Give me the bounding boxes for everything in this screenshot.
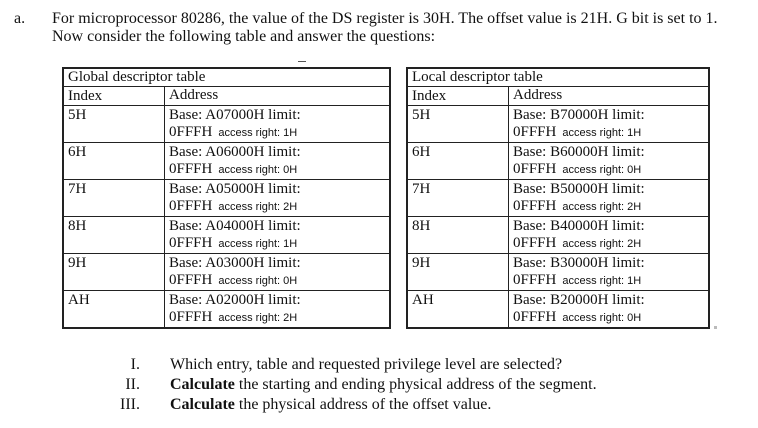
intro-line-2: Now consider the following table and answer the questions: <box>52 28 436 45</box>
question-number: III. <box>120 396 140 413</box>
table-row <box>407 143 709 180</box>
entry-index: 9H <box>407 254 509 291</box>
entry-limit: 0FFFH <box>513 309 557 325</box>
table-row <box>407 180 709 217</box>
question-number: I. <box>130 356 140 373</box>
entry-limit-line <box>513 161 704 179</box>
entry-address <box>509 291 710 329</box>
entry-access-right: access right: 1H <box>218 238 298 250</box>
local-descriptor-table <box>406 67 710 329</box>
entry-limit: 0FFFH <box>513 272 557 288</box>
entry-access-right: access right: 1H <box>562 127 642 139</box>
entry-base: Base: A06000H limit: <box>169 144 301 160</box>
entry-index: 5H <box>407 106 509 143</box>
entry-address <box>509 143 710 180</box>
column-header-index: Index <box>63 87 165 106</box>
entry-address <box>509 106 710 143</box>
entry-base: Base: B20000H limit: <box>513 292 645 308</box>
table-row <box>63 180 390 217</box>
entry-index: 8H <box>63 217 165 254</box>
entry-address <box>165 291 391 329</box>
entry-address <box>509 254 710 291</box>
question-body: Which entry, table and requested privilege level are selected? <box>170 356 563 373</box>
entry-limit: 0FFFH <box>169 272 213 288</box>
column-header-index: Index <box>407 87 509 106</box>
entry-limit-line <box>169 124 385 142</box>
entry-access-right: access right: 0H <box>218 275 298 287</box>
table-row <box>407 217 709 254</box>
table-caption: Global descriptor table <box>63 68 390 87</box>
question-marker: a. <box>14 10 26 27</box>
question-item <box>110 395 597 415</box>
entry-base: Base: A07000H limit: <box>169 107 301 123</box>
column-header-address: Address <box>165 87 391 106</box>
entry-index: 5H <box>63 106 165 143</box>
entry-address <box>165 254 391 291</box>
entry-access-right: access right: 2H <box>218 312 298 324</box>
entry-index: 6H <box>407 143 509 180</box>
column-header-address: Address <box>509 87 710 106</box>
entry-access-right: access right: 2H <box>562 201 642 213</box>
entry-base: Base: B60000H limit: <box>513 144 645 160</box>
entry-address <box>509 217 710 254</box>
entry-index: 6H <box>63 143 165 180</box>
entry-limit-line <box>513 198 704 216</box>
entry-limit: 0FFFH <box>169 124 213 140</box>
entry-access-right: access right: 1H <box>218 127 298 139</box>
entry-limit-line <box>169 235 385 253</box>
entry-index: 7H <box>63 180 165 217</box>
stray-mark <box>714 326 717 329</box>
entry-limit: 0FFFH <box>169 309 213 325</box>
entry-limit: 0FFFH <box>169 235 213 251</box>
question-item <box>110 375 597 395</box>
entry-limit: 0FFFH <box>169 198 213 214</box>
entry-base: Base: A02000H limit: <box>169 292 301 308</box>
entry-limit-line <box>513 235 704 253</box>
entry-access-right: access right: 2H <box>562 238 642 250</box>
entry-base: Base: B70000H limit: <box>513 107 645 123</box>
question-text <box>170 355 562 375</box>
question-body: the physical address of the offset value. <box>234 396 492 413</box>
entry-address <box>165 217 391 254</box>
global-descriptor-table <box>62 67 391 329</box>
entry-limit-line <box>513 124 704 142</box>
entry-base: Base: A03000H limit: <box>169 255 301 271</box>
entry-limit-line <box>513 309 704 327</box>
table-row <box>63 254 390 291</box>
entry-access-right: access right: 1H <box>562 275 642 287</box>
entry-access-right: access right: 0H <box>562 312 642 324</box>
question-number: II. <box>125 376 140 393</box>
entry-limit: 0FFFH <box>169 161 213 177</box>
entry-address <box>165 106 391 143</box>
question-item <box>110 355 597 375</box>
entry-base: Base: A05000H limit: <box>169 181 301 197</box>
table-row <box>407 254 709 291</box>
entry-limit-line <box>513 272 704 290</box>
entry-base: Base: B40000H limit: <box>513 218 645 234</box>
question-intro <box>52 10 752 46</box>
entry-index: 9H <box>63 254 165 291</box>
entry-address <box>165 143 391 180</box>
entry-base: Base: A04000H limit: <box>169 218 301 234</box>
entry-index: AH <box>407 291 509 329</box>
table-row <box>63 106 390 143</box>
entry-limit: 0FFFH <box>513 235 557 251</box>
entry-limit-line <box>169 272 385 290</box>
entry-index: 7H <box>407 180 509 217</box>
stray-dash <box>298 61 306 62</box>
entry-access-right: access right: 0H <box>562 164 642 176</box>
table-row <box>63 217 390 254</box>
entry-access-right: access right: 0H <box>218 164 298 176</box>
entry-access-right: access right: 2H <box>218 201 298 213</box>
intro-line-1: For microprocessor 80286, the value of the DS register is 30H. The offset value is 21H. G bit is set to 1. <box>52 10 718 27</box>
entry-limit-line <box>169 161 385 179</box>
entry-limit: 0FFFH <box>513 124 557 140</box>
question-list <box>110 355 597 415</box>
table-row <box>407 291 709 329</box>
question-verb: Calculate <box>170 396 235 413</box>
table-row <box>63 143 390 180</box>
entry-limit: 0FFFH <box>513 161 557 177</box>
question-text <box>170 395 491 415</box>
table-caption: Local descriptor table <box>407 68 709 87</box>
entry-limit: 0FFFH <box>513 198 557 214</box>
entry-limit-line <box>169 198 385 216</box>
entry-base: Base: B30000H limit: <box>513 255 645 271</box>
table-row <box>407 106 709 143</box>
entry-base: Base: B50000H limit: <box>513 181 645 197</box>
entry-index: AH <box>63 291 165 329</box>
question-verb: Calculate <box>170 376 235 393</box>
table-row <box>63 291 390 329</box>
question-text <box>170 375 597 395</box>
entry-address <box>509 180 710 217</box>
question-body: the starting and ending physical address of the segment. <box>234 376 597 393</box>
entry-address <box>165 180 391 217</box>
entry-index: 8H <box>407 217 509 254</box>
entry-limit-line <box>169 309 385 327</box>
